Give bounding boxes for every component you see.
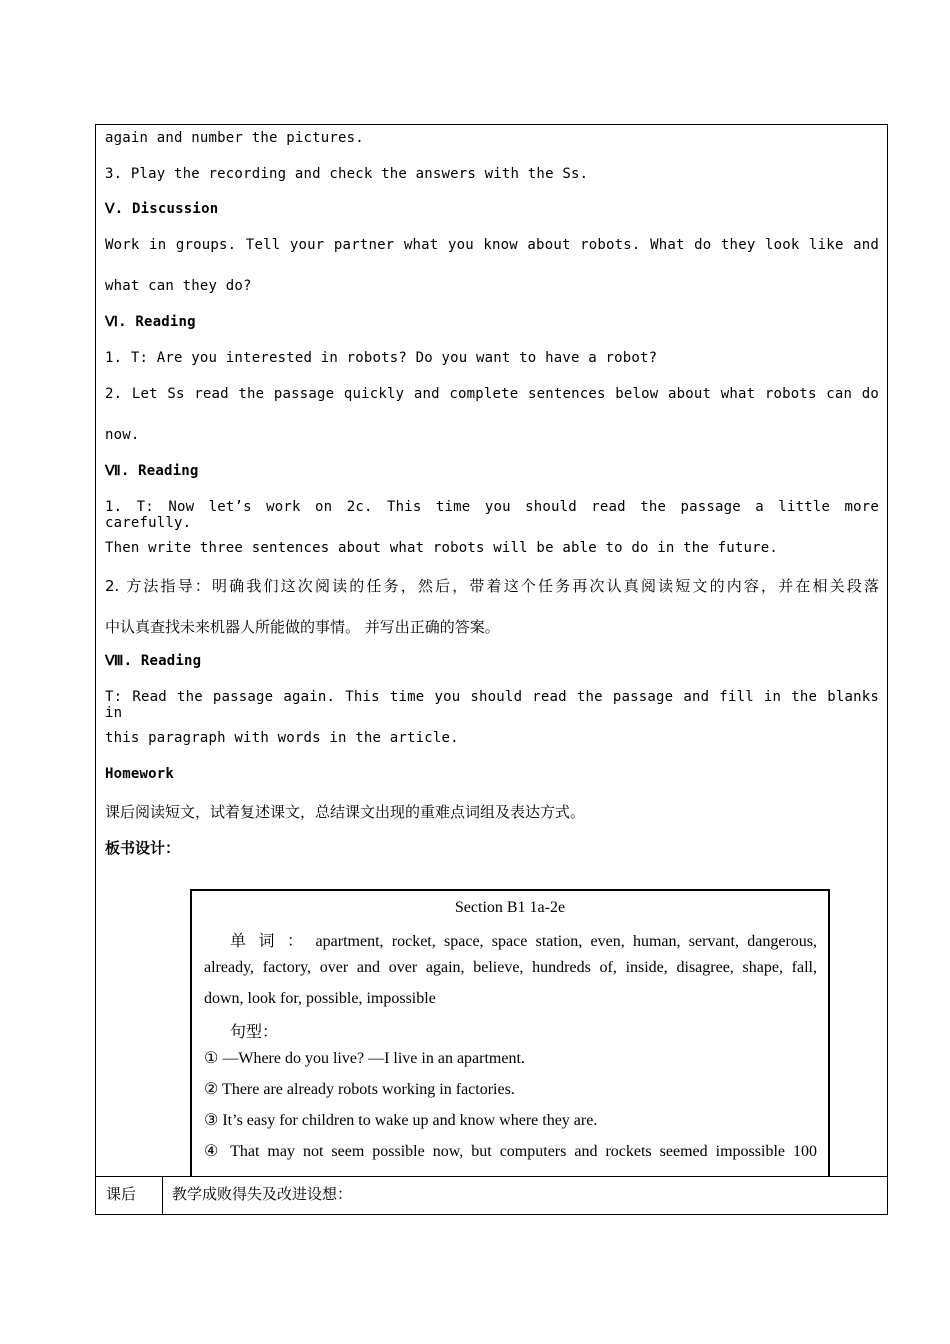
section-heading-reading-6: Ⅵ. Reading [105, 314, 196, 330]
board-title: Section B1 1a-2e [454, 899, 566, 916]
text-line: 2. 方法指导：明确我们这次阅读的任务，然后，带着这个任务再次认真阅读短文的内容，并在相关段落 [105, 577, 879, 595]
text-line: 中认真查找未来机器人所能做的事情。 并写出正确的答案。 [105, 618, 500, 636]
section-heading-discussion: Ⅴ. Discussion [105, 201, 219, 217]
reflection-label: 课后 [106, 1185, 137, 1203]
text-line: what can they do? [105, 278, 252, 294]
text-line: 课后阅读短文，试着复述课文，总结课文出现的重难点词组及表达方式。 [105, 803, 586, 821]
text-line: now. [105, 427, 140, 443]
text-line: this paragraph with words in the article. [105, 730, 459, 746]
blackboard-design-box [190, 889, 830, 1177]
section-heading-reading-7: Ⅶ. Reading [105, 463, 199, 479]
board-words-line: 单 词 ： apartment, rocket, space, space station, even, human, servant, dangerous, [230, 933, 817, 950]
text-line: 2. Let Ss read the passage quickly and complete sentences below about what robots can do [105, 386, 879, 402]
text-line: 3. Play the recording and check the answers with the Ss. [105, 166, 589, 182]
board-design-heading: 板书设计： [105, 839, 181, 857]
text-line: T: Read the passage again. This time you should read the passage and fill in the blanks in [105, 689, 879, 721]
board-sentence: ① —Where do you live? —I live in an apartment. [204, 1050, 525, 1067]
text-line: Work in groups. Tell your partner what you know about robots. What do they look like and [105, 237, 879, 253]
board-sentence: ④ That may not seem possible now, but computers and rockets seemed impossible 100 [204, 1143, 817, 1160]
board-sentence: ③ It’s easy for children to wake up and know where they are. [204, 1112, 598, 1129]
board-sentence: ② There are already robots working in factories. [204, 1081, 515, 1098]
section-heading-reading-8: Ⅷ. Reading [105, 653, 202, 669]
reflection-row [95, 1176, 888, 1215]
board-words-line: down, look for, possible, impossible [204, 990, 436, 1007]
board-pattern-label: 句型： [230, 1024, 279, 1041]
section-heading-homework: Homework [105, 766, 175, 782]
reflection-prompt: 教学成败得失及改进设想： [172, 1185, 353, 1203]
text-line: Then write three sentences about what robots will be able to do in the future. [105, 540, 779, 556]
text-line: again and number the pictures. [105, 130, 364, 146]
text-line: 1. T: Now let’s work on 2c. This time you should read the passage a little more carefully. [105, 499, 879, 531]
board-words-line: already, factory, over and over again, believe, hundreds of, inside, disagree, shape, fall, [204, 959, 817, 976]
text-line: 1. T: Are you interested in robots? Do you want to have a robot? [105, 350, 658, 366]
